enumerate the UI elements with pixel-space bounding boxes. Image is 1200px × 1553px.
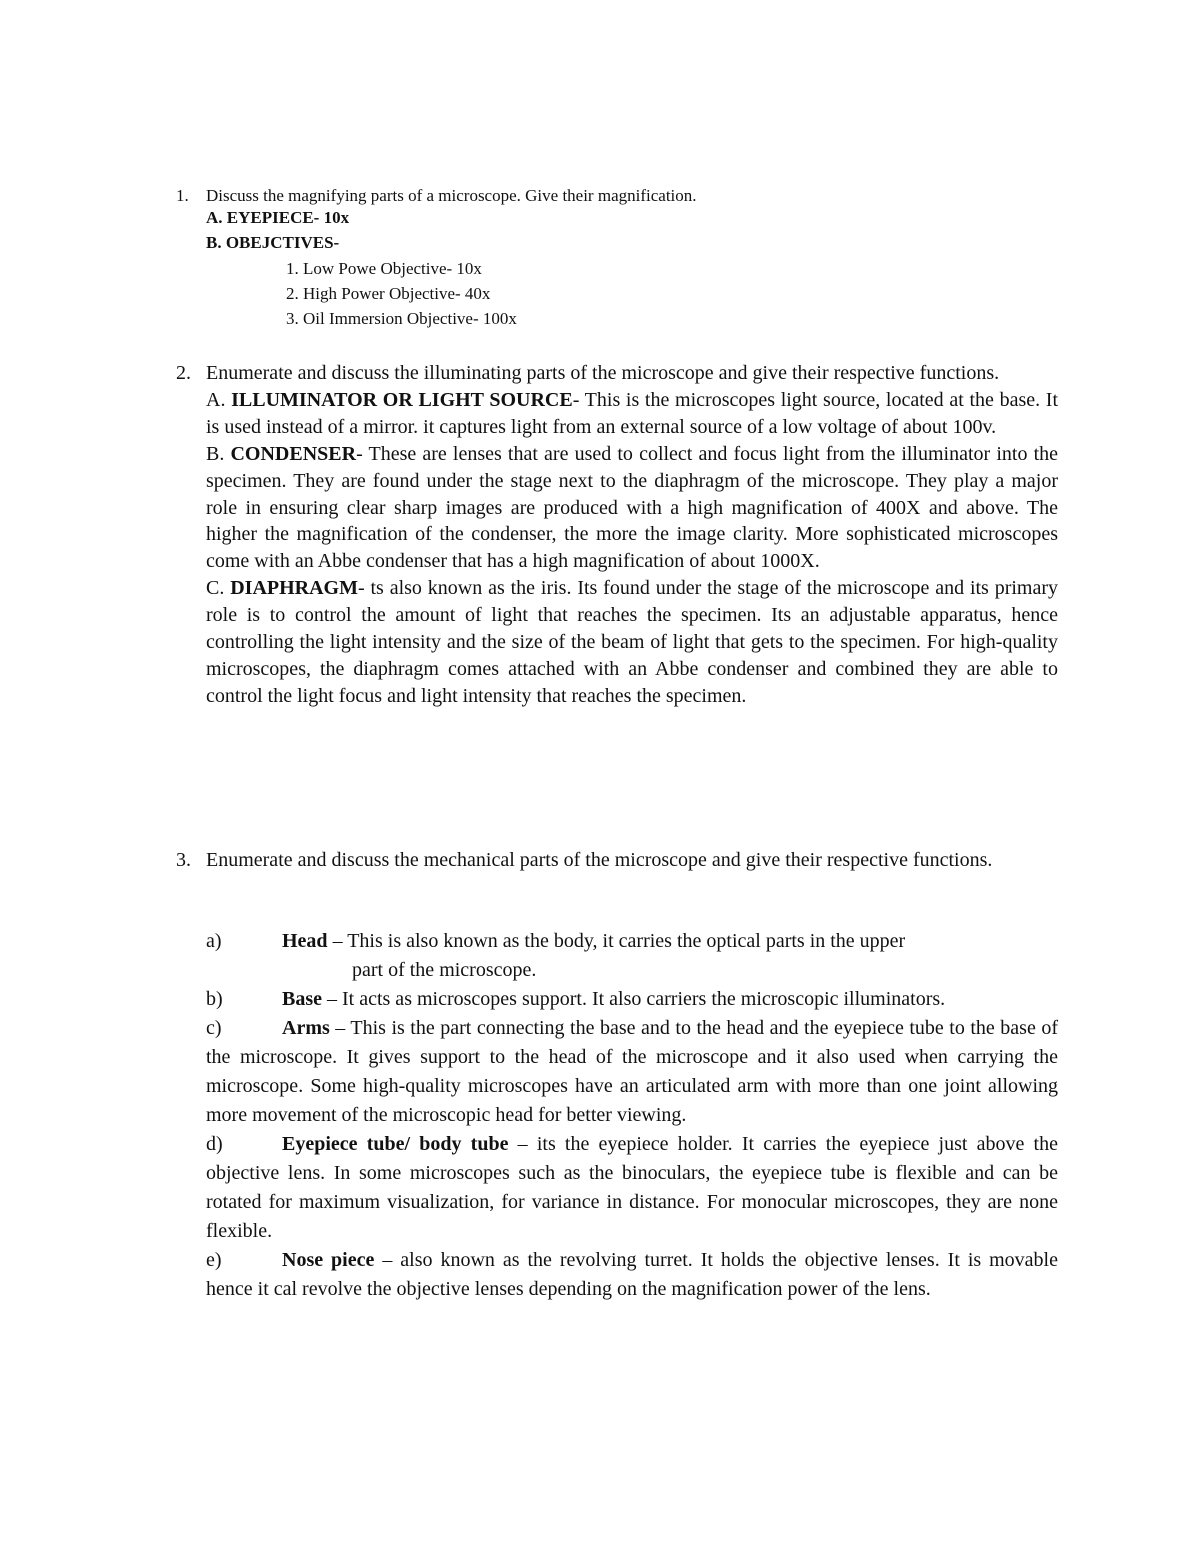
diaphragm-term: DIAPHRAGM	[230, 577, 358, 600]
list-item	[206, 1246, 1058, 1304]
condenser-term: CONDENSER	[230, 442, 357, 465]
base-text: – It acts as microscopes support. It also carriers the microscopic illuminators.	[322, 988, 946, 1010]
item-label: b)	[206, 988, 223, 1010]
question-2-block	[206, 360, 1058, 710]
objective-item-high: 2. High Power Objective- 40x	[286, 284, 491, 303]
list-item	[206, 1014, 1058, 1130]
item-label: e)	[206, 1249, 222, 1271]
diaphragm-paragraph	[206, 575, 1058, 710]
condenser-paragraph	[206, 441, 1058, 576]
item-label: c)	[206, 1017, 222, 1039]
question-2-number: 2.	[176, 362, 191, 384]
mechanical-parts-list	[206, 927, 1058, 1304]
illuminator-prefix: A.	[206, 388, 226, 411]
nose-piece-text: – also known as the revolving turret. It holds the objective lenses. It is movable hence it cal revolve the objective lenses depending on the magnification power of the lens.	[206, 1249, 1058, 1300]
list-item	[206, 1130, 1058, 1246]
item-label: a)	[206, 930, 222, 952]
diaphragm-text: - ts also known as the iris. Its found under the stage of the microscope and its primary role is to control the amount of light that reaches the specimen. Its an adjustable apparatus, hence controlling the light intensity and the size of the beam of light that gets to the specimen. For high-quality microscopes, the diaphragm comes attached with an Abbe condenser and combined they are able to control the light focus and light intensity that reaches the specimen.	[206, 577, 1059, 707]
question-3-number: 3.	[176, 849, 191, 871]
arms-text: – This is the part connecting the base and to the head and the eyepiece tube to the base of the microscope. It gives support to the head of the microscope and it also used when carrying the microscope. Some high-quality microscopes have an articulated arm with more than one joint allowing more movement of the microscopic head for better viewing.	[206, 1017, 1058, 1126]
illuminator-text: - This is the microscopes light source, located at the base. It is used instead of a mirror. it captures light from an external source of a low voltage of about 100v.	[206, 388, 1059, 438]
eyepiece-tube-text: – its the eyepiece holder. It carries the eyepiece just above the objective lens. In some microscopes such as the binoculars, the eyepiece tube is flexible and can be rotated for maximum visualization, for variance in distance. For monocular microscopes, they are none flexible.	[206, 1133, 1058, 1242]
question-2-text: Enumerate and discuss the illuminating parts of the microscope and give their respective functions.	[206, 362, 1000, 384]
nose-piece-term: Nose piece	[282, 1249, 375, 1271]
arms-term: Arms	[282, 1017, 330, 1039]
eyepiece-tube-term: Eyepiece tube/ body tube	[282, 1133, 509, 1155]
head-text-continuation: part of the microscope.	[352, 959, 537, 981]
objective-item-oil: 3. Oil Immersion Objective- 100x	[286, 309, 517, 328]
illuminator-term: ILLUMINATOR OR LIGHT SOURCE	[231, 388, 573, 411]
list-item	[206, 927, 1058, 956]
illuminator-paragraph	[206, 387, 1058, 441]
question-1-number: 1.	[176, 186, 189, 205]
condenser-text: - These are lenses that are used to collect and focus light from the illuminator into the specimen. They are found under the stage next to the diaphragm of the microscope. They play a major role in ensuring clear sharp images are produced with a high magnification of 400X and above. The higher the magnification of the condenser, the more the image clarity. More sophisticated microscopes come with an Abbe condenser that has a high magnification of about 1000X.	[206, 442, 1059, 573]
base-term: Base	[282, 988, 322, 1010]
head-text: – This is also known as the body, it carries the optical parts in the upper	[327, 930, 906, 952]
objective-item-low: 1. Low Powe Objective- 10x	[286, 259, 482, 278]
question-3-text-block	[206, 847, 1058, 874]
eyepiece-heading: A. EYEPIECE- 10x	[206, 208, 350, 227]
head-term: Head	[282, 930, 328, 952]
item-label: d)	[206, 1133, 223, 1155]
condenser-prefix: B.	[206, 442, 225, 465]
list-item	[206, 985, 1058, 1014]
question-1-text: Discuss the magnifying parts of a microscope. Give their magnification.	[206, 186, 697, 205]
objectives-heading: B. OBEJCTIVES-	[206, 233, 340, 252]
question-3-text: Enumerate and discuss the mechanical parts of the microscope and give their respective functions.	[206, 849, 993, 871]
diaphragm-prefix: C.	[206, 577, 225, 600]
